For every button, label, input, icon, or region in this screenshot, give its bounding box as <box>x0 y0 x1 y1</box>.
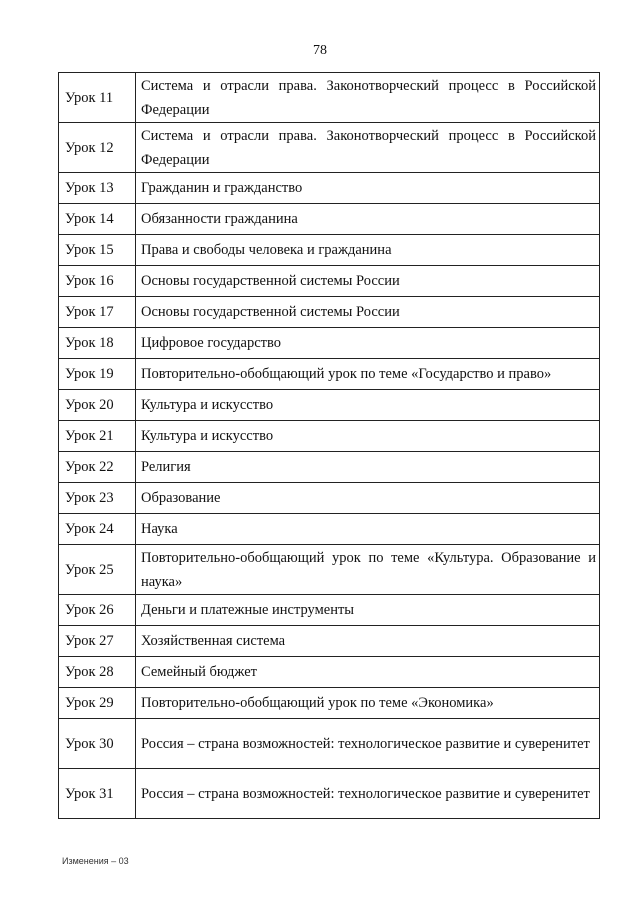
lesson-number-cell: Урок 27 <box>59 626 136 657</box>
lesson-topic-cell: Семейный бюджет <box>136 657 600 688</box>
table-row <box>59 421 600 452</box>
lesson-number-cell: Урок 22 <box>59 452 136 483</box>
table-row <box>59 359 600 390</box>
lesson-topic-cell: Деньги и платежные инструменты <box>136 595 600 626</box>
lesson-number-cell: Урок 14 <box>59 204 136 235</box>
lesson-number-cell: Урок 28 <box>59 657 136 688</box>
lesson-topic-cell: Образование <box>136 483 600 514</box>
table-row <box>59 688 600 719</box>
lesson-topic-cell: Система и отрасли права. Законотворческий процесс в Российской Федерации <box>136 73 600 123</box>
table-row <box>59 769 600 819</box>
table-row <box>59 235 600 266</box>
lesson-topic-cell: Повторительно-обобщающий урок по теме «Экономика» <box>136 688 600 719</box>
lesson-topic-cell: Культура и искусство <box>136 390 600 421</box>
page-number: 78 <box>313 43 327 58</box>
lesson-topic-cell: Основы государственной системы России <box>136 297 600 328</box>
table-row <box>59 514 600 545</box>
lesson-number-cell: Урок 15 <box>59 235 136 266</box>
table-row <box>59 204 600 235</box>
table-row <box>59 595 600 626</box>
lesson-number-cell: Урок 20 <box>59 390 136 421</box>
lesson-number-cell: Урок 13 <box>59 173 136 204</box>
table-row <box>59 266 600 297</box>
table-row <box>59 297 600 328</box>
lesson-number-cell: Урок 31 <box>59 769 136 819</box>
lessons-table <box>58 72 600 819</box>
table-row <box>59 328 600 359</box>
table-row <box>59 483 600 514</box>
lessons-table-body <box>59 73 600 819</box>
lesson-topic-cell: Повторительно-обобщающий урок по теме «Государство и право» <box>136 359 600 390</box>
lesson-number-cell: Урок 19 <box>59 359 136 390</box>
lesson-number-cell: Урок 26 <box>59 595 136 626</box>
lesson-topic-cell: Россия – страна возможностей: технологическое развитие и суверенитет <box>136 719 600 769</box>
lesson-number-cell: Урок 29 <box>59 688 136 719</box>
lesson-number-cell: Урок 12 <box>59 123 136 173</box>
lesson-number-cell: Урок 30 <box>59 719 136 769</box>
lesson-topic-cell: Основы государственной системы России <box>136 266 600 297</box>
lesson-topic-cell: Система и отрасли права. Законотворческий процесс в Российской Федерации <box>136 123 600 173</box>
lesson-number-cell: Урок 17 <box>59 297 136 328</box>
lesson-number-cell: Урок 18 <box>59 328 136 359</box>
lesson-topic-cell: Хозяйственная система <box>136 626 600 657</box>
lesson-topic-cell: Россия – страна возможностей: технологическое развитие и суверенитет <box>136 769 600 819</box>
lesson-topic-cell: Обязанности гражданина <box>136 204 600 235</box>
table-row <box>59 390 600 421</box>
table-row <box>59 73 600 123</box>
lesson-topic-cell: Религия <box>136 452 600 483</box>
lesson-topic-cell: Наука <box>136 514 600 545</box>
table-row <box>59 657 600 688</box>
lesson-topic-cell: Права и свободы человека и гражданина <box>136 235 600 266</box>
table-row <box>59 626 600 657</box>
lesson-number-cell: Урок 16 <box>59 266 136 297</box>
table-row <box>59 545 600 595</box>
lesson-number-cell: Урок 24 <box>59 514 136 545</box>
lesson-topic-cell: Гражданин и гражданство <box>136 173 600 204</box>
table-row <box>59 123 600 173</box>
lesson-number-cell: Урок 25 <box>59 545 136 595</box>
lesson-topic-cell: Цифровое государство <box>136 328 600 359</box>
table-row <box>59 719 600 769</box>
lesson-topic-cell: Культура и искусство <box>136 421 600 452</box>
lesson-number-cell: Урок 23 <box>59 483 136 514</box>
table-row <box>59 452 600 483</box>
lesson-number-cell: Урок 21 <box>59 421 136 452</box>
lesson-topic-cell: Повторительно-обобщающий урок по теме «Культура. Образование и наука» <box>136 545 600 595</box>
lesson-number-cell: Урок 11 <box>59 73 136 123</box>
footer-note: Изменения – 03 <box>62 856 129 866</box>
table-row <box>59 173 600 204</box>
